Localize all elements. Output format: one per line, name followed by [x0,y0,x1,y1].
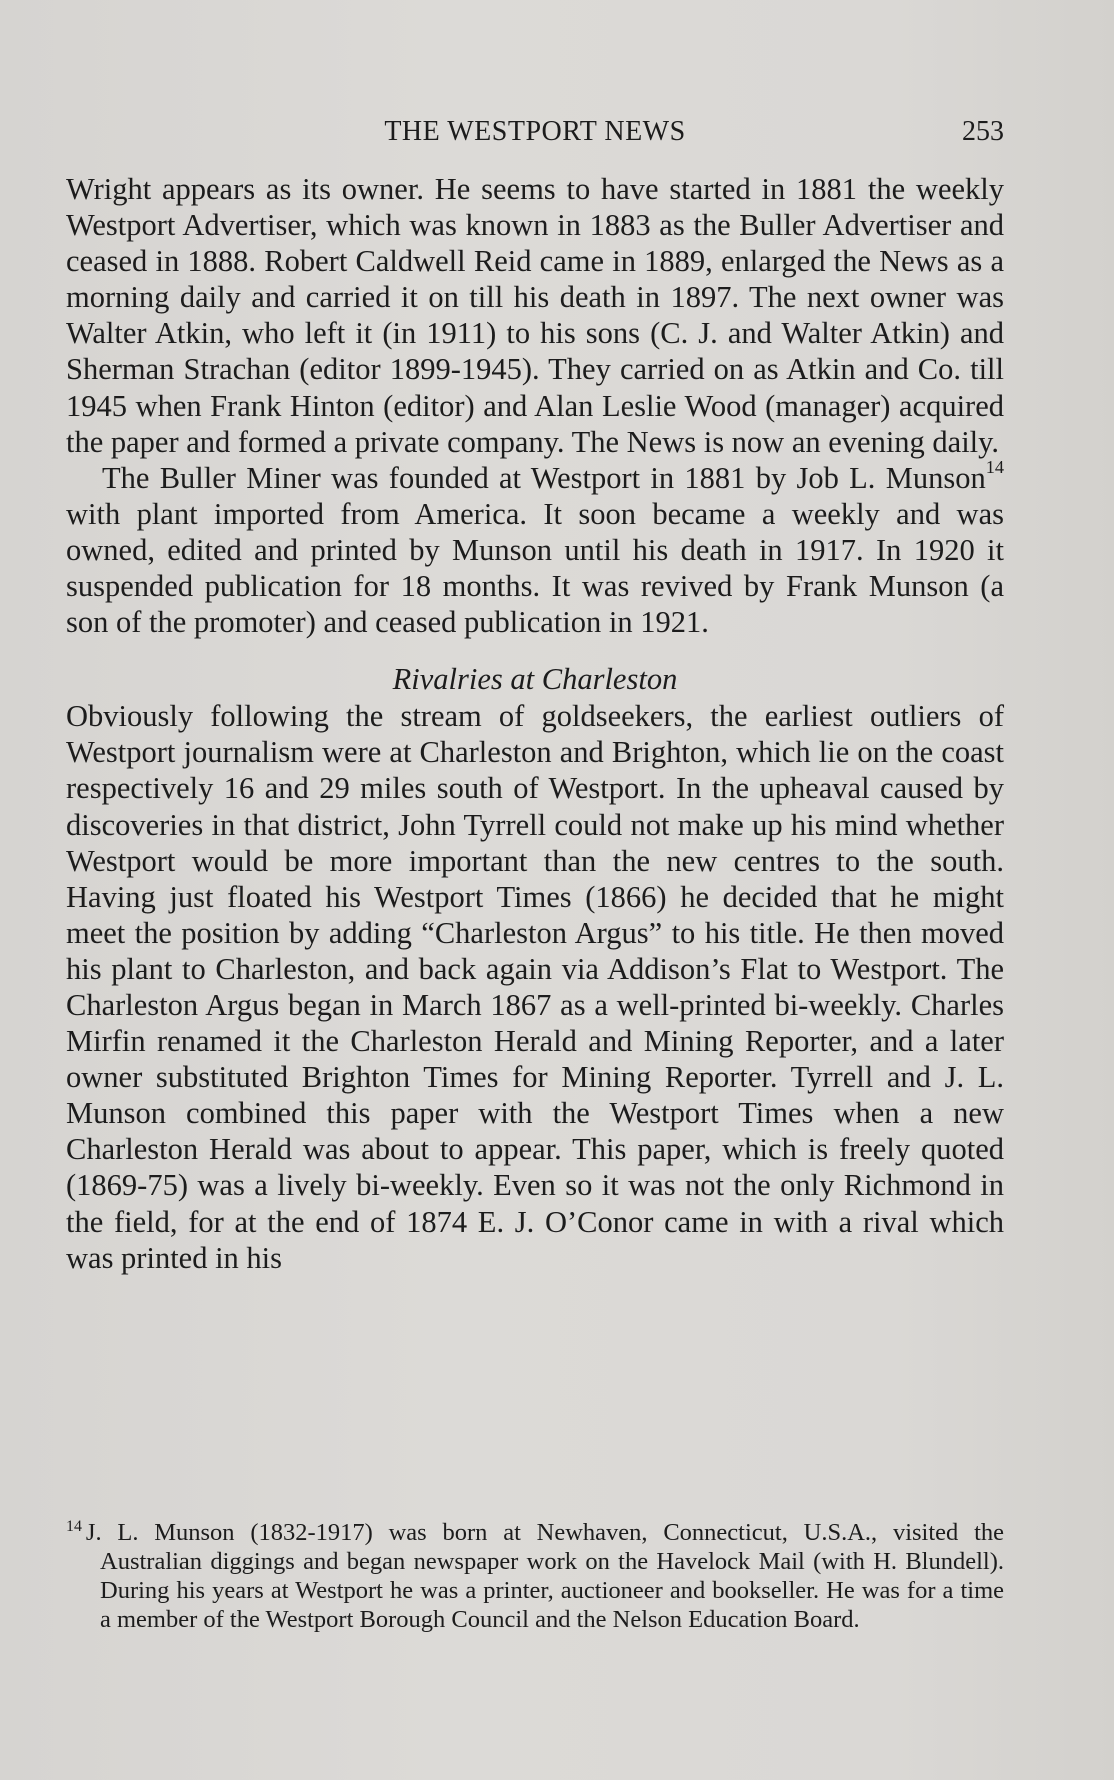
page-header [66,112,1004,152]
footnote-reference: 14 [985,456,1004,477]
paragraph-charleston: Obviously following the stream of goldseekers, the earliest outliers of Westport journalism were at Charleston and Brighton, which lie on the coast respectively 16 and 29 miles south of Westport. In the upheaval caused by discoveries in that district, John Tyrrell could not make up his mind whether Westport would be more important than the new centres to the south. Having just floated his Westport Times (1866) he decided that he might meet the position by adding “Charleston Argus” to his title. He then moved his plant to Charleston, and back again via Addison’s Flat to Westport. The Charleston Argus began in March 1867 as a well-printed bi-weekly. Charles Mirfin renamed it the Charleston Herald and Mining Reporter, and a later owner substituted Brighton Times for Mining Reporter. Tyrrell and J. L. Munson combined this paper with the Westport Times when a new Charleston Herald was about to appear. This paper, which is freely quoted (1869-75) was a lively bi-weekly. Even so it was not the only Richmond in the field, for at the end of 1874 E. J. O’Conor came in with a rival which was printed in his [66,699,1004,1275]
footnote-text: J. L. Munson (1832-1917) was born at Newhaven, Connecticut, U.S.A., visited the Australian diggings and began newspaper work on the Havelock Mail (with H. Blundell). During his years at Westport he was a printer, auctioneer and bookseller. He was for a time a member of the Westport Borough Council and the Nelson Education Board. [85,1519,1004,1633]
footnote-paragraph [66,1518,1004,1634]
body-text [66,171,1004,1276]
running-head: THE WESTPORT NEWS [384,116,686,147]
paragraph-buller-miner [66,456,1004,640]
paragraph-owners: Wright appears as its owner. He seems to have started in 1881 the weekly Westport Advertiser, which was known in 1883 as the Buller Advertiser and ceased in 1888. Robert Caldwell Reid came in 1889, enlarged the News as a morning daily and carried it on till his death in 1897. The next owner was Walter Atkin, who left it (in 1911) to his sons (C. J. and Walter Atkin) and Sherman Strachan (editor 1899-1945). They carried on as Atkin and Co. till 1945 when Frank Hinton (editor) and Alan Leslie Wood (manager) acquired the paper and formed a private company. The News is now an evening daily. [66,172,1004,459]
page-number: 253 [962,116,1004,147]
footnote [66,1518,1004,1634]
footnote-marker: 14 [66,1517,82,1535]
paragraph-buller-miner-text-before: The Buller Miner was founded at Westport in 1881 by Job L. Munson [102,460,986,495]
section-heading: Rivalries at Charleston [392,662,678,697]
paragraph-buller-miner-text-after: with plant imported from America. It soon became a weekly and was owned, edited and printed by Munson until his death in 1917. In 1920 it suspended publication for 18 months. It was revived by Frank Munson (a son of the promoter) and ceased publication in 1921. [66,496,1004,640]
